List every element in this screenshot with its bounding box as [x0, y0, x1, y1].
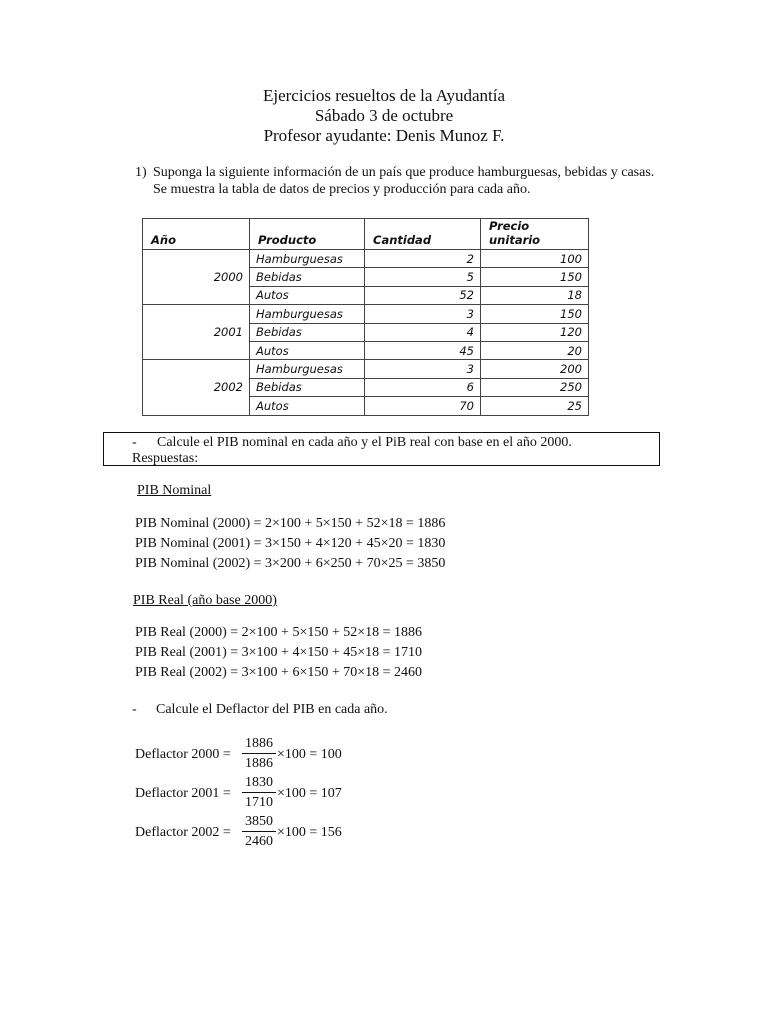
deflator-numerator: 1830	[245, 775, 273, 790]
table-cell-price: 20	[481, 341, 589, 359]
question-1-text: Suponga la siguiente información de un país que produce hamburguesas, bebidas y casas. Se muestra la tabla de datos de precios y producción para cada año.	[153, 165, 655, 197]
table-cell-product: Bebidas	[250, 378, 365, 396]
table-cell-price: 18	[481, 286, 589, 304]
real-gdp-title: PIB Real (año base 2000)	[133, 593, 277, 608]
question-2-text: Calcule el Deflactor del PIB en cada año.	[156, 702, 388, 717]
table-cell-price: 250	[481, 378, 589, 396]
table-cell-product: Autos	[250, 286, 365, 304]
nominal-gdp-line: PIB Nominal (2000) = 2×100 + 5×150 + 52×18 = 1886	[135, 516, 446, 531]
fraction-bar	[242, 792, 276, 793]
deflator-numerator: 3850	[245, 814, 273, 829]
table-cell-product: Bebidas	[250, 323, 365, 341]
nominal-gdp-line: PIB Nominal (2001) = 3×150 + 4×120 + 45×20 = 1830	[135, 536, 446, 551]
table-cell-price: 100	[481, 250, 589, 268]
table-cell-quantity: 3	[365, 360, 481, 378]
table-cell-quantity: 4	[365, 323, 481, 341]
table-cell-price: 120	[481, 323, 589, 341]
deflator-result: ×100 = 100	[277, 747, 342, 762]
nominal-gdp-title: PIB Nominal	[137, 483, 212, 498]
table-cell-quantity: 45	[365, 341, 481, 359]
nominal-gdp-line: PIB Nominal (2002) = 3×200 + 6×250 + 70×25 = 3850	[135, 556, 446, 571]
table-header-row	[143, 219, 589, 250]
table-cell-product: Autos	[250, 397, 365, 415]
fraction-bar	[242, 753, 276, 754]
table-row	[143, 250, 589, 268]
table-cell-price: 200	[481, 360, 589, 378]
table-cell-year: 2002	[143, 360, 250, 415]
table-cell-quantity: 2	[365, 250, 481, 268]
deflator-denominator: 2460	[245, 834, 273, 849]
header-title: Ejercicios resueltos de la Ayudantía	[262, 86, 506, 105]
deflator-result: ×100 = 107	[277, 786, 342, 801]
header-date: Sábado 3 de octubre	[314, 106, 454, 125]
table-header-product: Producto	[250, 219, 365, 250]
real-gdp-line: PIB Real (2001) = 3×100 + 4×150 + 45×18 = 1710	[135, 645, 423, 660]
table-cell-product: Bebidas	[250, 268, 365, 286]
table-cell-product: Hamburguesas	[250, 360, 365, 378]
table-cell-quantity: 52	[365, 286, 481, 304]
table-header-year: Año	[143, 219, 250, 250]
price-production-table	[142, 218, 589, 416]
deflator-label: Deflactor 2002 =	[135, 825, 231, 840]
question-box-text: Calcule el PIB nominal en cada año y el PiB real con base en el año 2000.	[157, 435, 572, 450]
deflator-numerator: 1886	[245, 736, 273, 751]
table-cell-quantity: 70	[365, 397, 481, 415]
fraction-bar	[242, 831, 276, 832]
real-gdp-line: PIB Real (2002) = 3×100 + 6×150 + 70×18 = 2460	[135, 665, 423, 680]
deflator-label: Deflactor 2000 =	[135, 747, 231, 762]
table-cell-quantity: 3	[365, 305, 481, 323]
table-header-price: Precio unitario	[481, 219, 589, 250]
question-box	[103, 432, 660, 466]
document-header	[0, 86, 768, 146]
question-2-dash: -	[132, 702, 137, 717]
deflator-fraction	[242, 813, 276, 850]
table-row	[143, 360, 589, 378]
table-cell-price: 25	[481, 397, 589, 415]
table-cell-year: 2001	[143, 305, 250, 360]
deflator-label: Deflactor 2001 =	[135, 786, 231, 801]
table-cell-product: Autos	[250, 341, 365, 359]
table-row	[143, 305, 589, 323]
deflator-denominator: 1886	[245, 756, 273, 771]
deflator-result: ×100 = 156	[277, 825, 342, 840]
question-1-number: 1)	[135, 165, 147, 180]
question-box-dash: -	[132, 435, 137, 450]
answers-label: Respuestas:	[132, 451, 199, 466]
table-header-quantity: Cantidad	[365, 219, 481, 250]
table-cell-quantity: 6	[365, 378, 481, 396]
header-author: Profesor ayudante: Denis Munoz F.	[263, 126, 505, 145]
table-cell-price: 150	[481, 268, 589, 286]
table-cell-product: Hamburguesas	[250, 305, 365, 323]
table-cell-quantity: 5	[365, 268, 481, 286]
table-cell-product: Hamburguesas	[250, 250, 365, 268]
real-gdp-line: PIB Real (2000) = 2×100 + 5×150 + 52×18 = 1886	[135, 625, 423, 640]
deflator-fraction	[242, 774, 276, 811]
deflator-denominator: 1710	[245, 795, 273, 810]
table-cell-price: 150	[481, 305, 589, 323]
table-cell-year: 2000	[143, 250, 250, 305]
deflator-fraction	[242, 735, 276, 772]
